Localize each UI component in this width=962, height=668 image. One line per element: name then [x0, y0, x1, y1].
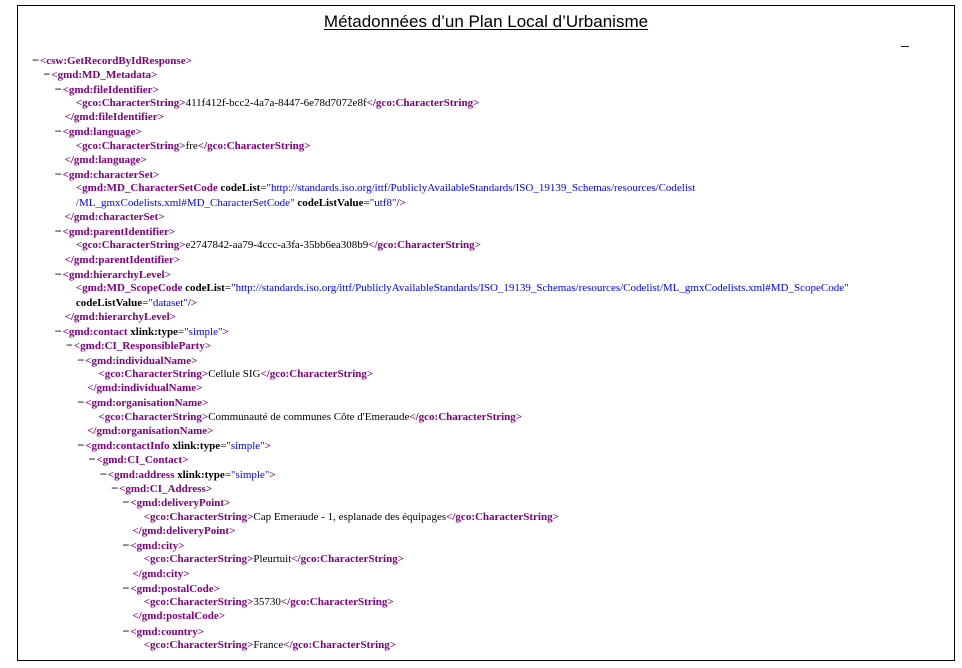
xml-line — [32, 495, 954, 509]
xml-text: fre — [185, 139, 198, 152]
collapse-toggle[interactable]: − — [99, 466, 107, 481]
collapse-toggle[interactable]: − — [54, 124, 62, 139]
xml-line — [32, 538, 954, 552]
xml-attribute-value: "http://standards.iso.org/ittf/PubliclyAvailableStandards/ISO_19139_Schemas/resources/Codelist — [266, 182, 696, 195]
xml-tag: </gco:CharacterString> — [197, 139, 311, 152]
xml-text: 411f412f-bcc2-4a7a-8447-6e78d7072e8f — [185, 96, 367, 109]
xml-text: Communauté de communes Côte d'Emeraude — [208, 410, 410, 423]
xml-tag: <gco:CharacterString> — [143, 638, 254, 651]
xml-tag: </gmd:language> — [64, 153, 147, 166]
xml-tag: <gmd:characterSet> — [62, 169, 160, 182]
collapse-toggle[interactable]: − — [54, 167, 62, 182]
xml-tag: <gmd:language> — [62, 126, 142, 139]
xml-tag: <gco:CharacterString> — [143, 596, 254, 609]
xml-line — [32, 124, 954, 138]
xml-line — [32, 581, 954, 595]
xml-tag: > — [264, 440, 271, 453]
collapse-toggle[interactable]: − — [65, 338, 73, 353]
document-title — [18, 12, 954, 32]
xml-tag: <gmd:country> — [130, 625, 205, 638]
xml-tag: </gco:CharacterString> — [368, 239, 481, 252]
xml-line — [32, 595, 954, 609]
xml-attribute-value: "dataset" — [148, 296, 188, 309]
xml-tag: </gco:CharacterString> — [260, 367, 374, 380]
xml-tag: <gmd:parentIdentifier> — [62, 226, 176, 239]
document-frame — [17, 5, 955, 661]
xml-line — [32, 167, 954, 181]
xml-line — [32, 410, 954, 424]
xml-text: = — [260, 182, 267, 195]
xml-attribute-value: /ML_gmxCodelists.xml#MD_CharacterSetCode" — [75, 196, 295, 209]
xml-line — [32, 139, 954, 153]
xml-line — [32, 510, 954, 524]
xml-tag: </gco:CharacterString> — [291, 553, 404, 566]
xml-tag: <gmd:hierarchyLevel> — [62, 268, 171, 281]
xml-tag: <gmd:CI_Address> — [119, 482, 213, 495]
xml-line — [32, 324, 954, 338]
xml-line — [32, 609, 954, 623]
xml-text: = — [224, 282, 232, 295]
xml-tag: <gco:CharacterString> — [143, 510, 254, 523]
xml-tag: <gmd:individualName> — [85, 354, 198, 367]
xml-line — [32, 82, 954, 96]
xml-line — [32, 96, 954, 110]
xml-tree — [32, 53, 954, 652]
xml-text: = — [142, 296, 149, 309]
xml-tag: <gmd:deliveryPoint> — [130, 497, 231, 510]
xml-tag: > — [222, 326, 229, 339]
xml-tag: <gmd:city> — [130, 540, 185, 553]
xml-attribute: codeListValue — [294, 196, 364, 209]
xml-line — [32, 181, 954, 195]
corner-dash-mark: _ — [901, 31, 909, 47]
collapse-toggle[interactable]: − — [77, 352, 85, 367]
xml-attribute: codeList — [182, 282, 225, 295]
xml-tag: </gmd:parentIdentifier> — [64, 253, 181, 266]
xml-tag: > — [269, 468, 276, 481]
xml-line — [32, 395, 954, 409]
xml-tag: </gmd:individualName> — [87, 382, 203, 395]
collapse-toggle[interactable]: − — [122, 623, 130, 638]
xml-line — [32, 367, 954, 381]
xml-text: = — [177, 326, 185, 339]
xml-tag: </gmd:city> — [132, 567, 190, 580]
xml-line — [32, 253, 954, 267]
xml-tag: <gmd:contactInfo — [85, 440, 170, 453]
xml-tag: </gmd:postalCode> — [132, 610, 225, 623]
xml-attribute: xlink:type — [127, 326, 178, 339]
xml-line — [32, 67, 954, 81]
xml-tag: <gmd:MD_ScopeCode — [75, 282, 183, 295]
collapse-toggle[interactable]: − — [54, 324, 62, 339]
xml-text: Cap Emeraude - 1, esplanade des équipages — [253, 510, 447, 523]
xml-line — [32, 296, 954, 310]
xml-line — [32, 310, 954, 324]
xml-line — [32, 638, 954, 652]
xml-tag: </gmd:fileIdentifier> — [64, 111, 164, 124]
collapse-toggle[interactable]: − — [54, 224, 62, 239]
xml-attribute: codeListValue — [75, 296, 143, 309]
xml-line — [32, 381, 954, 395]
xml-line — [32, 196, 954, 210]
collapse-toggle[interactable]: − — [77, 395, 85, 410]
collapse-toggle[interactable]: − — [54, 81, 62, 96]
xml-line — [32, 552, 954, 566]
xml-line — [32, 353, 954, 367]
collapse-toggle[interactable]: − — [122, 538, 130, 553]
xml-tag: <gmd:CI_Contact> — [96, 454, 189, 467]
xml-line — [32, 467, 954, 481]
xml-text: 35730 — [253, 596, 281, 609]
xml-tag: <gco:CharacterString> — [143, 553, 254, 566]
xml-line — [32, 452, 954, 466]
xml-tag: <gmd:organisationName> — [85, 397, 209, 410]
xml-line — [32, 281, 954, 295]
xml-tag: <gmd:MD_CharacterSetCode — [75, 182, 218, 195]
xml-text: Cellule SIG — [208, 367, 261, 380]
collapse-toggle[interactable]: − — [122, 580, 130, 595]
xml-line — [32, 267, 954, 281]
xml-tag: <gco:CharacterString> — [98, 410, 209, 423]
collapse-toggle[interactable]: − — [77, 438, 85, 453]
xml-tag: <gco:CharacterString> — [75, 239, 186, 252]
xml-attribute-value: "simple" — [184, 326, 223, 339]
xml-line — [32, 224, 954, 238]
xml-text: e2747842-aa79-4ccc-a3fa-35bb6ea308b9 — [185, 239, 369, 252]
xml-attribute: xlink:type — [174, 468, 225, 481]
collapse-toggle[interactable]: − — [111, 480, 119, 495]
xml-line — [32, 567, 954, 581]
xml-text: = — [363, 196, 370, 209]
xml-tag: <gmd:CI_ResponsibleParty> — [73, 340, 212, 353]
xml-attribute: codeList — [217, 182, 261, 195]
xml-tag: <gmd:fileIdentifier> — [62, 83, 159, 96]
collapse-toggle[interactable]: − — [122, 495, 130, 510]
collapse-toggle[interactable]: − — [54, 266, 62, 281]
xml-attribute-value: "simple" — [226, 440, 265, 453]
xml-line — [32, 53, 954, 67]
xml-tag: </gco:CharacterString> — [409, 410, 523, 423]
xml-text: = — [224, 468, 232, 481]
xml-tag: <gmd:MD_Metadata> — [51, 69, 158, 82]
xml-line — [32, 524, 954, 538]
xml-text: France — [253, 638, 284, 651]
xml-tag: </gco:CharacterString> — [283, 638, 397, 651]
xml-line — [32, 153, 954, 167]
xml-line — [32, 624, 954, 638]
collapse-toggle[interactable]: − — [32, 53, 40, 67]
xml-tag: </gmd:characterSet> — [64, 210, 165, 223]
xml-tag: <gmd:contact — [62, 326, 128, 339]
document-title-text: Métadonnées d’un Plan Local d’Urbanisme — [323, 12, 649, 31]
xml-line — [32, 438, 954, 452]
xml-text: = — [220, 440, 227, 453]
xml-attribute: xlink:type — [169, 440, 221, 453]
xml-attribute-value: "simple" — [231, 468, 270, 481]
xml-tag: </gco:CharacterString> — [280, 596, 394, 609]
xml-tag: <gco:CharacterString> — [75, 96, 186, 109]
xml-attribute-value: "http://standards.iso.org/ittf/PubliclyAvailableStandards/ISO_19139_Schemas/resources/Codelist/ML_gmxCodelists.xml#MD_ScopeCode" — [231, 282, 849, 295]
xml-tag: <gco:CharacterString> — [98, 367, 209, 380]
xml-tag: </gco:CharacterString> — [366, 96, 480, 109]
xml-attribute-value: "utf8" — [369, 196, 397, 209]
xml-tag: </gmd:hierarchyLevel> — [64, 310, 176, 323]
xml-tag: <gmd:postalCode> — [130, 582, 220, 595]
xml-line — [32, 424, 954, 438]
xml-tag: <gco:CharacterString> — [75, 139, 186, 152]
xml-tag: </gmd:organisationName> — [87, 424, 214, 437]
xml-tag: <gmd:address — [107, 468, 175, 481]
xml-tag: <csw:GetRecordByIdResponse> — [40, 55, 192, 67]
xml-line — [32, 238, 954, 252]
xml-line — [32, 210, 954, 224]
xml-line — [32, 481, 954, 495]
xml-line — [32, 338, 954, 352]
xml-line — [32, 110, 954, 124]
xml-text: Pleurtuit — [253, 553, 292, 566]
xml-tag: </gmd:deliveryPoint> — [132, 524, 236, 537]
collapse-toggle[interactable]: − — [88, 452, 96, 467]
xml-tag: /> — [396, 196, 406, 209]
collapse-toggle[interactable]: − — [43, 67, 51, 82]
xml-tag: </gco:CharacterString> — [446, 510, 559, 523]
xml-tag: /> — [187, 296, 198, 309]
